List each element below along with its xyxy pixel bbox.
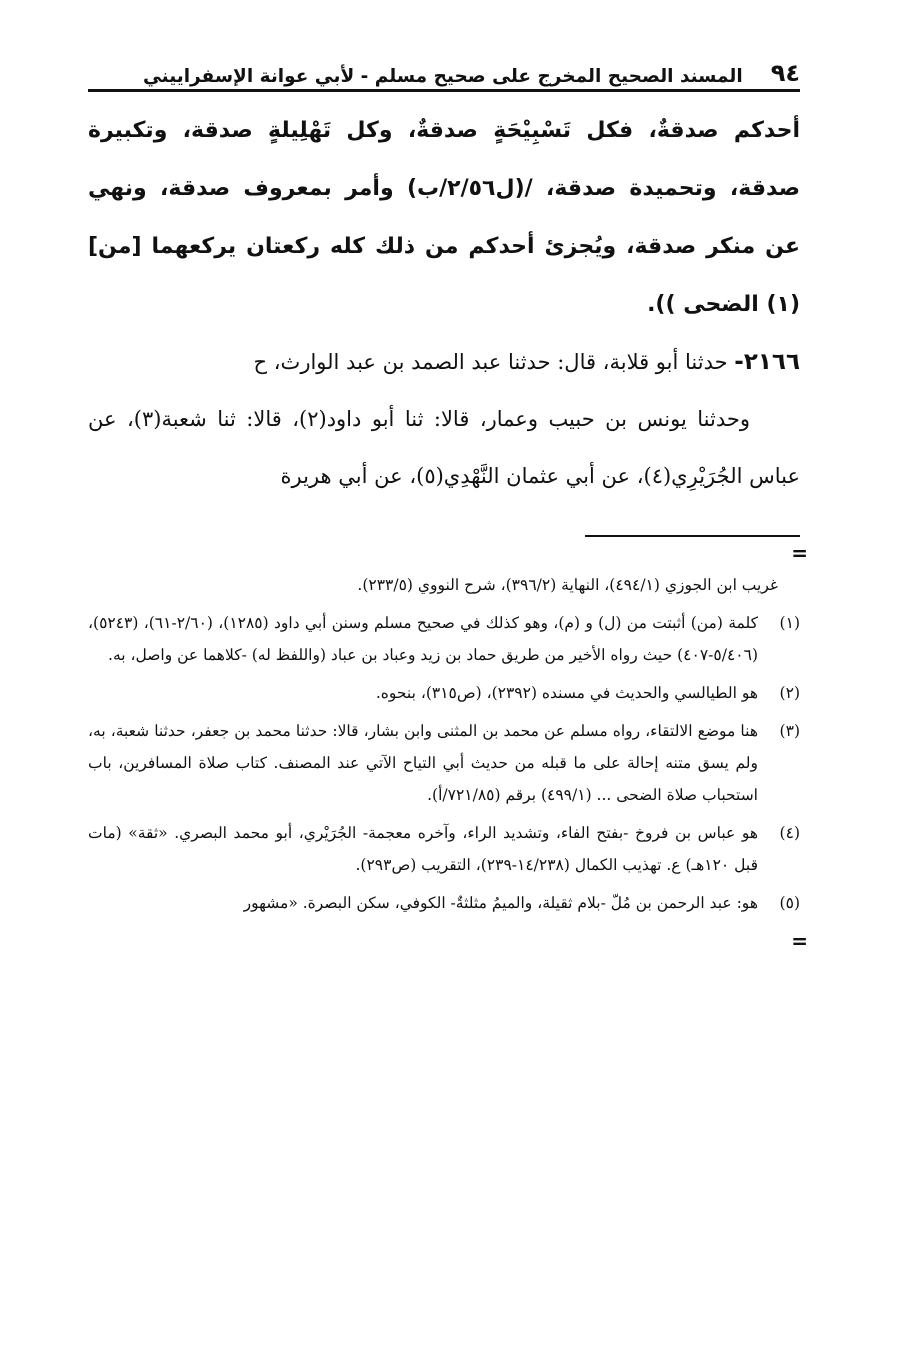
isnad-text: حدثنا أبو قلابة، قال: حدثنا عبد الصمد بن عبد الوارث، ح bbox=[253, 350, 728, 374]
book-page bbox=[88, 52, 808, 953]
footnote-text: هنا موضع الالتقاء، رواه مسلم عن محمد بن المثنى وابن بشار، قالا: حدثنا محمد بن جعفر، حدثنا شعبة، به، ولم يسق متنه إحالة على ما قبله من حديث أبي التياح الآتي عند المصنف. كتاب صلاة المسافرين، باب استحباب صلاة الضحى ... (٤٩٩/١) برقم (٧٢١/٨٥/أ). bbox=[88, 722, 758, 804]
footnote-bottom-continuation-mark: = bbox=[791, 929, 808, 953]
footnote-text: هو: عبد الرحمن بن مُلّ -بلام ثقيلة، والميمُ مثلثةٌ- الكوفي، سكن البصرة. «مشهور bbox=[243, 894, 758, 912]
footnote-number: (١) bbox=[779, 614, 800, 632]
footnote-1 bbox=[88, 607, 800, 671]
footnote-separator bbox=[585, 535, 800, 537]
footnote-text: هو الطيالسي والحديث في مسنده (٢٣٩٢)، (ص٣١٥)، بنحوه. bbox=[375, 684, 758, 702]
page-number: ٩٤ bbox=[770, 59, 800, 87]
footnote-text: كلمة (من) أثبتت من (ل) و (م)، وهو كذلك في صحيح مسلم وسنن أبي داود (١٢٨٥)، (٢/٦٠-٦١)، (٥٢٤٣)، (٥/٤٠٦-٤٠٧) حيث رواه الأخير من طريق حماد بن زيد وعباد بن عباد (واللفظ له) -كلاهما عن واصل، به. bbox=[88, 614, 758, 664]
main-text bbox=[88, 102, 800, 505]
footnote-3 bbox=[88, 715, 800, 811]
footnote-number: (٢) bbox=[779, 684, 800, 702]
isnad-paragraph bbox=[88, 334, 800, 391]
second-isnad-paragraph: وحدثنا يونس بن حبيب وعمار، قالا: ثنا أبو داود(٢)، قالا: ثنا شعبة(٣)، عن عباس الجُرَيْرِي(٤)، عن أبي عثمان النَّهْدِي(٥)، عن أبي هريرة bbox=[88, 407, 800, 488]
footnote-2 bbox=[88, 677, 800, 709]
footnote-text: هو عباس بن فروخ -بفتح الفاء، وتشديد الراء، وآخره معجمة- الجُرَيْري، أبو محمد البصري. «ثقة» (مات قبل ١٢٠هـ) ع. تهذيب الكمال (١٤/٢٣٨-٢٣٩)، التقريب (ص٢٩٣). bbox=[88, 824, 758, 874]
hadith-number: ٢١٦٦- bbox=[734, 349, 800, 375]
footnote-continuation-mark: = bbox=[791, 541, 808, 565]
footnote-5 bbox=[88, 887, 800, 919]
hadith-text-paragraph: أحدكم صدقةٌ، فكل تَسْبِيْحَةٍ صدقةٌ، وكل تَهْلِيلةٍ صدقة، وتكبيرة صدقة، وتحميدة صدقة، /(ل٢/٥٦/ب) وأمر بمعروف صدقة، ونهي عن منكر صدقة، ويُجزئ أحدكم من ذلك كله ركعتان يركعهما [من](١) الضحى )). bbox=[88, 118, 800, 317]
footnotes bbox=[88, 569, 800, 919]
page-header bbox=[88, 52, 800, 92]
footnote-4 bbox=[88, 817, 800, 881]
running-title: المسند الصحيح المخرج على صحيح مسلم - لأبي عوانة الإسفراييني bbox=[142, 66, 743, 87]
footnote-number: (٥) bbox=[779, 894, 800, 912]
footnote-number: (٣) bbox=[779, 722, 800, 740]
footnote-number: (٤) bbox=[779, 824, 800, 842]
footnote-continued-text: غريب ابن الجوزي (٤٩٤/١)، النهاية (٣٩٦/٢)، شرح النووي (٢٣٣/٥). bbox=[357, 576, 778, 594]
